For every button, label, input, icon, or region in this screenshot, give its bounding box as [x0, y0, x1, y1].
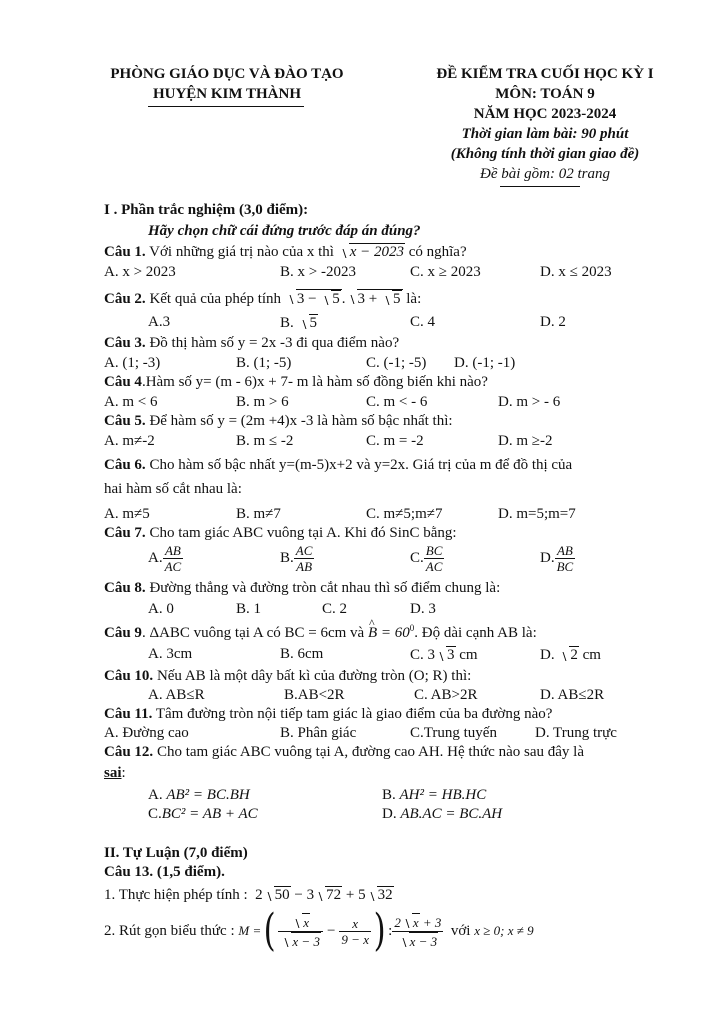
q4-option-b[interactable]: B. m > 6 — [236, 394, 289, 410]
q1-radical: x − 2023 — [340, 243, 405, 261]
q10-option-d[interactable]: D. AB≤2R — [540, 687, 605, 703]
question-6: Câu 6. Cho hàm số bậc nhất y=(m-5)x+2 và y=2x. Giá trị của m để đồ thị của — [104, 457, 573, 473]
q5-option-a[interactable]: A. m≠-2 — [104, 433, 155, 449]
q3-option-c[interactable]: C. (-1; -5) — [366, 355, 427, 371]
question-6-cont: hai hàm số cắt nhau là: — [104, 481, 242, 497]
q4-option-a[interactable]: A. m < 6 — [104, 394, 158, 410]
q2-radical-2: 3 + 5 — [348, 289, 403, 308]
question-10: Câu 10. Nếu AB là một dây bất kì của đường tròn (O; R) thì: — [104, 668, 472, 684]
q1-text-a: Với những giá trị nào của x thì — [145, 244, 338, 260]
header-right-underline — [500, 186, 580, 187]
q4-option-c[interactable]: C. m < - 6 — [366, 394, 428, 410]
question-12-cont: sai: — [104, 765, 126, 781]
q12-option-d[interactable]: D. AB.AC = BC.AH — [382, 806, 503, 822]
question-8: Câu 8. Đường thẳng và đường tròn cắt nhau thì số điểm chung là: — [104, 580, 501, 596]
part1-instruction: Hãy chọn chữ cái đứng trước đáp án đúng? — [148, 223, 421, 239]
q7-option-d[interactable]: D. $\frac{AB}{BC}$ — [540, 543, 574, 574]
q3-option-d[interactable]: D. (-1; -1) — [454, 355, 516, 371]
q9-option-d[interactable]: D. 2 cm — [540, 647, 601, 663]
question-1 — [104, 243, 467, 261]
q9-option-a[interactable]: A. 3cm — [148, 646, 193, 662]
q6-option-d[interactable]: D. m=5;m=7 — [498, 506, 576, 522]
q7-option-a[interactable]: A. $\frac{AB}{AC}$ — [148, 543, 182, 574]
q2-text-a: Kết quả của phép tính — [145, 291, 285, 307]
q2-option-c[interactable]: C. 4 — [410, 314, 436, 330]
q4-option-d[interactable]: D. m > - 6 — [498, 394, 561, 410]
header-department: PHÒNG GIÁO DỤC VÀ ĐÀO TẠO — [110, 66, 344, 82]
q1-label: Câu 1. — [104, 244, 146, 260]
q6-option-a[interactable]: A. m≠5 — [104, 506, 150, 522]
part1-title: I . Phần trắc nghiệm (3,0 điểm): — [104, 202, 309, 218]
q1-option-b[interactable]: B. x > -2023 — [280, 264, 356, 280]
q12-option-a[interactable]: A. AB² = BC.BH — [148, 787, 250, 803]
q5-option-b[interactable]: B. m ≤ -2 — [236, 433, 294, 449]
question-11: Câu 11. Tâm đường tròn nội tiếp tam giác là giao điểm của ba đường nào? — [104, 706, 553, 722]
q8-option-c[interactable]: C. 2 — [322, 601, 348, 617]
q2-label: Câu 2. — [104, 291, 146, 307]
angle-b-symbol: B ^ — [368, 625, 377, 642]
q8-option-d[interactable]: D. 3 — [410, 601, 436, 617]
part2-title: II. Tự Luận (7,0 điểm) — [104, 845, 248, 861]
q2-option-d[interactable]: D. 2 — [540, 314, 566, 330]
q10-option-a[interactable]: A. AB≤R — [148, 687, 205, 703]
q1-option-a[interactable]: A. x > 2023 — [104, 264, 176, 280]
question-9: Câu 9. ΔABC vuông tại A có BC = 6cm và B ^ = $60^0$. Độ dài cạnh AB là: — [104, 623, 537, 642]
exam-duration: Thời gian làm bài: 90 phút — [461, 126, 629, 142]
header-left-underline — [148, 106, 304, 107]
q6-option-c[interactable]: C. m≠5;m≠7 — [366, 506, 443, 522]
q2-option-a[interactable]: A.3 — [148, 314, 171, 330]
exam-pages: Đề bài gồm: 02 trang — [480, 166, 610, 182]
q10-option-b[interactable]: B.AB<2R — [284, 687, 345, 703]
q2-text-b: là: — [402, 291, 422, 307]
exam-note: (Không tính thời gian giao đề) — [450, 146, 640, 162]
q13-item-1: 1. Thực hiện phép tính : 2 50 − 3 72 + 5 32 — [104, 887, 393, 903]
question-3: Câu 3. Đồ thị hàm số y = 2x -3 đi qua điểm nào? — [104, 335, 400, 351]
q11-option-d[interactable]: D. Trung trực — [535, 725, 617, 741]
q13-item-2: 2. Rút gọn biểu thức : M = ( $\frac{x}{x - 3}$ − $\frac{x}{9 - x}$ ) : $\frac{2 x + 3}{x - 3}$ với x ≥ 0; x ≠ 9 — [104, 905, 534, 956]
q7-option-b[interactable]: B. $\frac{AC}{AB}$ — [280, 543, 313, 574]
q9-option-c[interactable]: C. 3 3 cm — [410, 647, 478, 663]
q1-text-b: có nghĩa? — [404, 244, 467, 260]
question-4: Câu 4.Hàm số y= (m - 6)x + 7- m là hàm số đồng biến khi nào? — [104, 374, 488, 390]
header-district: HUYỆN KIM THÀNH — [152, 86, 302, 102]
q11-option-a[interactable]: A. Đường cao — [104, 725, 189, 741]
q1-option-c[interactable]: C. x ≥ 2023 — [410, 264, 481, 280]
q10-option-c[interactable]: C. AB>2R — [414, 687, 478, 703]
q6-option-b[interactable]: B. m≠7 — [236, 506, 281, 522]
exam-year: NĂM HỌC 2023-2024 — [473, 106, 617, 122]
q5-option-d[interactable]: D. m ≥-2 — [498, 433, 553, 449]
question-5: Câu 5. Để hàm số y = (2m +4)x -3 là hàm số bậc nhất thì: — [104, 413, 453, 429]
q11-option-b[interactable]: B. Phân giác — [280, 725, 357, 741]
exam-subject: MÔN: TOÁN 9 — [495, 86, 595, 102]
question-12: Câu 12. Cho tam giác ABC vuông tại A, đường cao AH. Hệ thức nào sau đây là — [104, 744, 584, 760]
q12-option-c[interactable]: C.BC² = AB + AC — [148, 806, 258, 822]
q3-option-b[interactable]: B. (1; -5) — [236, 355, 292, 371]
q12-option-b[interactable]: B. AH² = HB.HC — [382, 787, 487, 803]
question-7: Câu 7. Cho tam giác ABC vuông tại A. Khi đó SinC bằng: — [104, 525, 457, 541]
q5-option-c[interactable]: C. m = -2 — [366, 433, 424, 449]
q7-option-c[interactable]: C. $\frac{BC}{AC}$ — [410, 543, 443, 574]
exam-title: ĐỀ KIỂM TRA CUỐI HỌC KỲ I — [436, 66, 654, 82]
q2-dot: . — [341, 291, 346, 307]
q2-option-b[interactable]: B. 5 — [280, 315, 318, 331]
q1-option-d[interactable]: D. x ≤ 2023 — [540, 264, 612, 280]
q8-option-a[interactable]: A. 0 — [148, 601, 174, 617]
question-13-title: Câu 13. (1,5 điểm). — [104, 864, 225, 880]
q2-radical-1: 3 − 5 — [287, 289, 342, 308]
q3-option-a[interactable]: A. (1; -3) — [104, 355, 161, 371]
question-2 — [104, 289, 421, 308]
q9-option-b[interactable]: B. 6cm — [280, 646, 324, 662]
q11-option-c[interactable]: C.Trung tuyến — [410, 725, 497, 741]
q8-option-b[interactable]: B. 1 — [236, 601, 262, 617]
